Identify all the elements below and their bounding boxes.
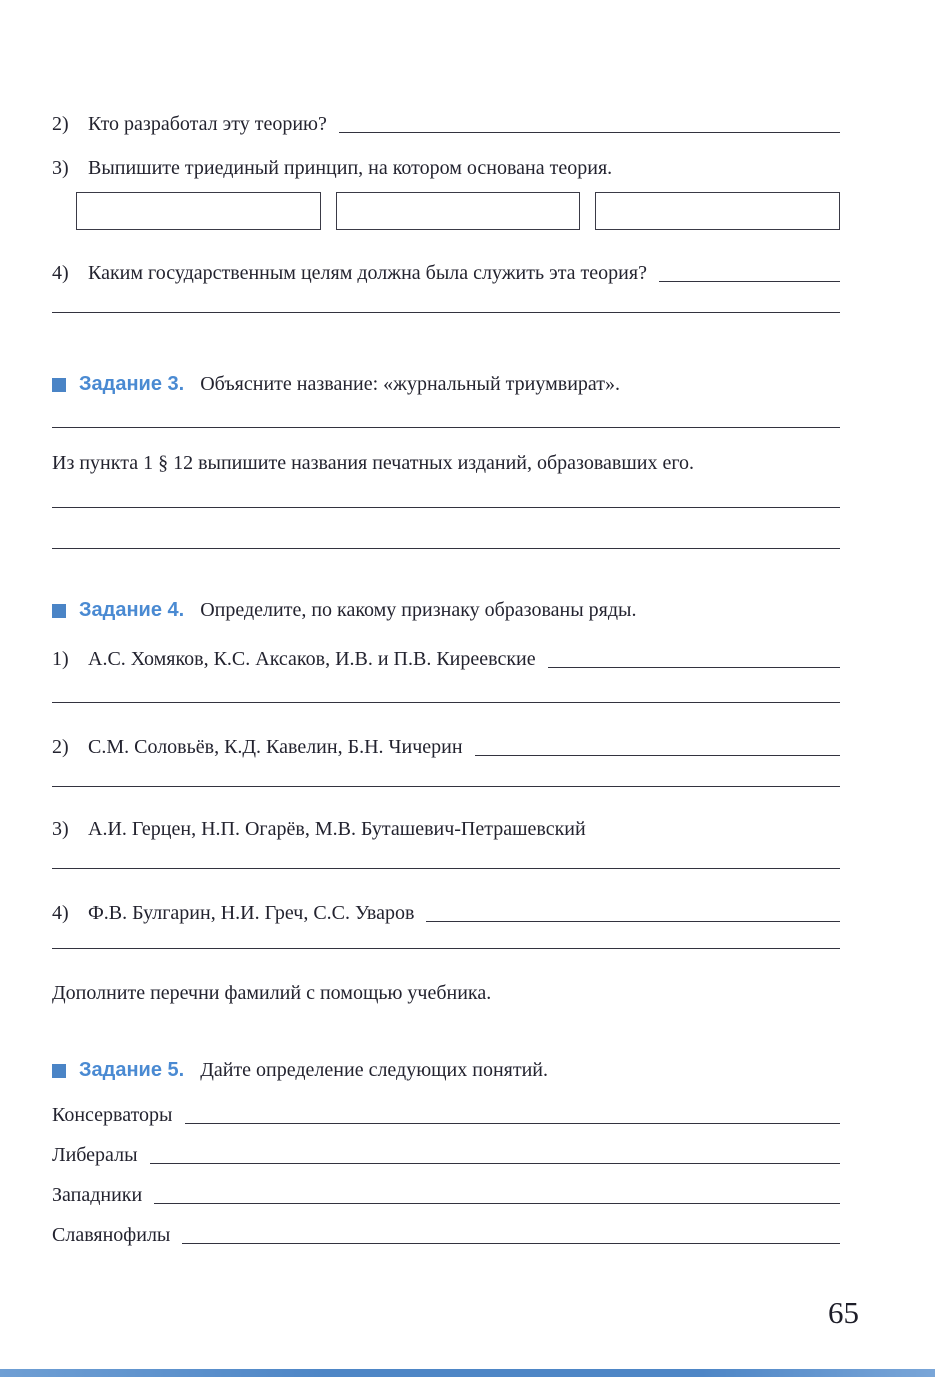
term-label: Славянофилы (52, 1224, 171, 1246)
answer-line (154, 1197, 840, 1204)
answer-line (659, 275, 840, 282)
answer-line (548, 661, 840, 668)
question-text: Каким государственным целям должна была служить эта теория? (88, 262, 647, 284)
task-label: Задание 4. (79, 599, 185, 621)
question-text: Выпишите триединый принцип, на котором основана теория. (88, 157, 613, 179)
question-number: 2) (52, 113, 69, 135)
answer-line (52, 868, 840, 869)
bullet-square-icon (52, 604, 66, 618)
term-label: Либералы (52, 1144, 138, 1166)
task-4-note: Дополните перечни фамилий с помощью учебника. (52, 982, 492, 1004)
question-4 (52, 262, 840, 285)
item-text: Ф.В. Булгарин, Н.И. Греч, С.С. Уваров (88, 902, 415, 924)
item-number: 3) (52, 818, 69, 840)
answer-line (475, 749, 840, 756)
answer-line (52, 507, 840, 508)
item-number: 4) (52, 902, 69, 924)
item-text: А.И. Герцен, Н.П. Огарёв, М.В. Буташевич-Петрашевский (88, 818, 586, 840)
term-row-slavophiles (52, 1224, 840, 1247)
task-4-item-1 (52, 648, 840, 671)
answer-box (336, 192, 581, 230)
page-number: 65 (828, 1295, 859, 1330)
task-4-item-2 (52, 736, 840, 759)
term-label: Консерваторы (52, 1104, 173, 1126)
answer-box (76, 192, 321, 230)
item-text: А.С. Хомяков, К.С. Аксаков, И.В. и П.В. Киреевские (88, 648, 536, 670)
term-row-conservatives (52, 1104, 840, 1127)
task-4-item-3 (52, 818, 840, 841)
bullet-square-icon (52, 378, 66, 392)
answer-line (52, 702, 840, 703)
answer-box (595, 192, 840, 230)
task-4-header (52, 599, 840, 622)
question-text: Кто разработал эту теорию? (88, 113, 327, 135)
question-2 (52, 113, 840, 136)
task-prompt: Объясните название: «журнальный триумвират». (200, 373, 621, 395)
answer-line (52, 786, 840, 787)
question-number: 4) (52, 262, 69, 284)
answer-line (52, 312, 840, 313)
task-label: Задание 3. (79, 373, 185, 395)
answer-line (182, 1237, 840, 1244)
question-number: 3) (52, 157, 69, 179)
task-5-header (52, 1059, 840, 1082)
task-prompt: Определите, по какому признаку образованы ряды. (200, 599, 637, 621)
task-label: Задание 5. (79, 1059, 185, 1081)
bullet-square-icon (52, 1064, 66, 1078)
answer-line (150, 1157, 840, 1164)
task-3-followup: Из пункта 1 § 12 выпишите названия печатных изданий, образовавших его. (52, 452, 695, 474)
task-3-header (52, 373, 840, 396)
question-3 (52, 157, 840, 180)
answer-line (52, 427, 840, 428)
task-4-item-4 (52, 902, 840, 925)
answer-line (52, 548, 840, 549)
page-bottom-border (0, 1369, 935, 1377)
answer-line (426, 915, 840, 922)
answer-boxes (76, 192, 840, 230)
item-text: С.М. Соловьёв, К.Д. Кавелин, Б.Н. Чичерин (88, 736, 463, 758)
item-number: 2) (52, 736, 69, 758)
answer-line (339, 126, 840, 133)
term-row-westernizers (52, 1184, 840, 1207)
answer-line (185, 1117, 841, 1124)
term-label: Западники (52, 1184, 143, 1206)
task-prompt: Дайте определение следующих понятий. (200, 1059, 549, 1081)
answer-line (52, 948, 840, 949)
item-number: 1) (52, 648, 69, 670)
term-row-liberals (52, 1144, 840, 1167)
